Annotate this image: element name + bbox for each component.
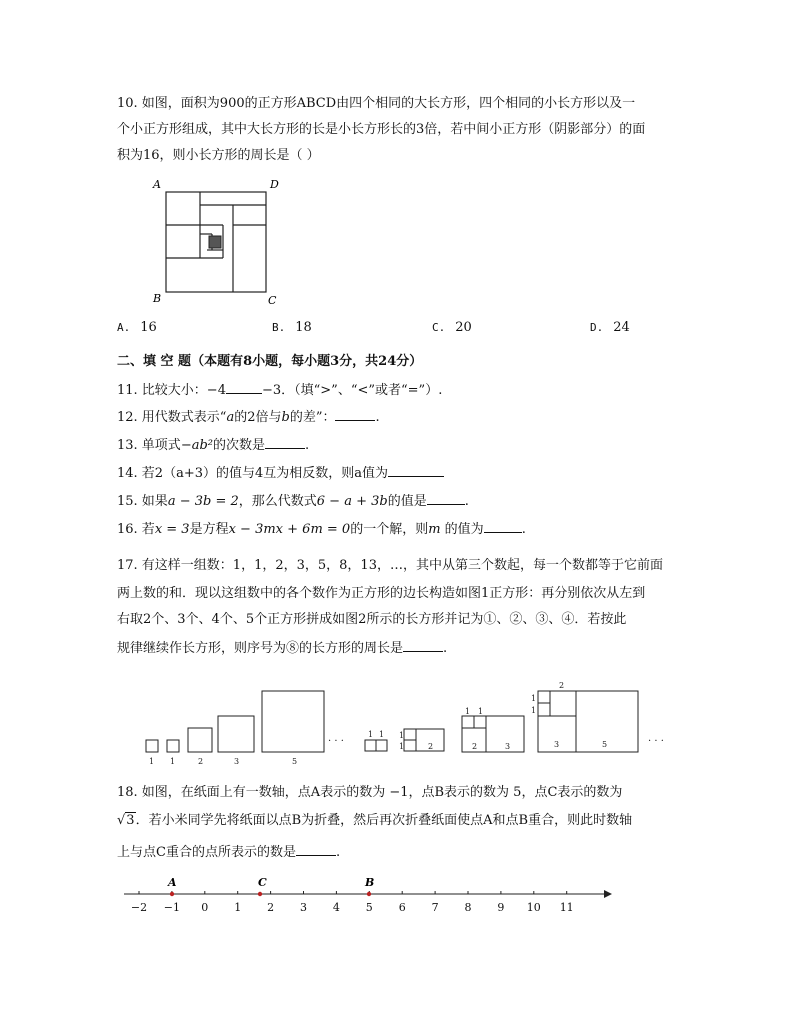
axis-tick-label: −2 bbox=[130, 901, 148, 914]
fig1-label-1b: 1 bbox=[170, 757, 176, 766]
q11-answer-blank[interactable] bbox=[226, 379, 262, 394]
fig1-square-2 bbox=[188, 728, 212, 752]
q15-answer-blank[interactable] bbox=[427, 490, 465, 505]
point-c-label: C bbox=[258, 876, 267, 889]
fig2-r2-label-a: 1 bbox=[399, 731, 405, 740]
fig2-r3-label-b: 1 bbox=[478, 707, 484, 716]
q14: 14. 若2（a+3）的值与4互为相反数，则a值为 bbox=[117, 462, 444, 484]
axis-tick-label: 9 bbox=[497, 901, 505, 914]
fig1-square-5 bbox=[262, 691, 324, 752]
point-a-marker bbox=[170, 892, 174, 896]
fig1-square-1a bbox=[146, 740, 158, 752]
q18-line-3: 上与点C重合的点所表示的数是 . bbox=[117, 841, 340, 863]
q11: 11. 比较大小：−4 −3．（填“>”、“<”或者“=”）. bbox=[117, 379, 442, 401]
q13-answer-blank[interactable] bbox=[265, 434, 305, 449]
q10-line-3: 积为16，则小长方形的周长是（ ） bbox=[117, 148, 320, 163]
q10-label-d: D bbox=[270, 178, 279, 191]
q17-line-4: 规律继续作长方形，则序号为⑧的长方形的周长是 . bbox=[117, 637, 447, 659]
q16-answer-blank[interactable] bbox=[484, 518, 522, 533]
q15: 15. 如果a − 3b = 2，那么代数式6 − a + 3b的值是 . bbox=[117, 490, 469, 512]
fig1-label-1a: 1 bbox=[149, 757, 155, 766]
axis-tick-label: 3 bbox=[300, 901, 307, 914]
q18-number-line bbox=[118, 872, 618, 920]
fig2-r3-label-c: 2 bbox=[472, 742, 478, 751]
q17-answer-blank[interactable] bbox=[403, 637, 443, 652]
q10-option-d: D. 24 bbox=[590, 320, 630, 335]
axis-tick-label: 2 bbox=[267, 901, 275, 914]
q17-line-2: 两上数的和．现以这组数中的各个数作为正方形的边长构造如图1正方形：再分别依次从左到 bbox=[117, 586, 646, 601]
fig1-label-5: 5 bbox=[292, 757, 298, 766]
q17-line-1: 17. 有这样一组数：1，1，2，3，5，8，13，…，其中从第三个数起，每一个数都等于它前面 bbox=[117, 558, 663, 573]
fig1-label-2: 2 bbox=[198, 757, 204, 766]
axis-tick-label: 0 bbox=[201, 901, 209, 914]
q18-line-2: √3．若小米同学先将纸面以点B为折叠，然后再次折叠纸面使点A和点B重合，则此时数轴 bbox=[117, 811, 632, 831]
fig2-r1-label-b: 1 bbox=[379, 730, 385, 739]
section-header bbox=[117, 352, 422, 372]
section-title: 二、填 空 题 bbox=[117, 354, 192, 369]
axis-arrow-icon bbox=[604, 890, 612, 898]
sqrt-expression: √3 bbox=[117, 813, 135, 828]
q13: 13. 单项式−ab²的次数是 . bbox=[117, 434, 309, 456]
fig2-r2-label-b: 1 bbox=[399, 742, 405, 751]
q10-line-1: 10. 如图，面积为900的正方形ABCD由四个相同的大长方形，四个相同的小长方形以及一 bbox=[117, 96, 636, 111]
section-note: （本题有8小题，每小题3分，共24分） bbox=[191, 354, 423, 369]
fig2-r3-label-a: 1 bbox=[465, 707, 471, 716]
q12-answer-blank[interactable] bbox=[335, 406, 375, 421]
axis-tick-label: 6 bbox=[398, 901, 406, 914]
q10-label-a: A bbox=[153, 178, 161, 191]
q10-option-b: B. 18 bbox=[272, 320, 312, 335]
fig2-r2-label-c: 2 bbox=[428, 742, 434, 751]
fig1-square-3 bbox=[218, 716, 254, 752]
fig2-r4-label-d: 3 bbox=[554, 740, 560, 749]
fig2-r4-label-a: 2 bbox=[559, 681, 565, 690]
fig1-dots: · · · bbox=[328, 736, 344, 747]
fig2-r4-label-c: 1 bbox=[531, 706, 537, 715]
axis-tick-label: 10 bbox=[526, 901, 541, 914]
q10-shaded-square bbox=[209, 236, 221, 248]
axis-tick-label: 1 bbox=[234, 901, 242, 914]
q17-figures bbox=[140, 678, 680, 770]
q14-answer-blank[interactable] bbox=[388, 462, 444, 477]
q18-line-1: 18. 如图，在纸面上有一数轴，点A表示的数为 −1，点B表示的数为 5，点C表示的数为 bbox=[117, 785, 623, 800]
axis-tick-label: 11 bbox=[559, 901, 574, 914]
point-c-marker bbox=[258, 892, 262, 896]
axis-tick-label: 5 bbox=[365, 901, 373, 914]
axis-tick-label: 7 bbox=[431, 901, 439, 914]
q17-line-3: 右取2个、3个、4个、5个正方形拼成如图2所示的长方形并记为①、②、③、④．若按此 bbox=[117, 612, 627, 627]
fig1-square-1b bbox=[167, 740, 179, 752]
fig2-r3-label-d: 3 bbox=[505, 742, 511, 751]
axis-tick-label: 4 bbox=[332, 901, 340, 914]
q10-option-c: C. 20 bbox=[432, 320, 472, 335]
q10-label-c: C bbox=[268, 294, 277, 307]
point-b-marker bbox=[367, 892, 371, 896]
axis-tick-label: 8 bbox=[464, 901, 472, 914]
point-a-label: A bbox=[168, 876, 177, 889]
fig2-r1-label-a: 1 bbox=[368, 730, 374, 739]
q10-square-figure bbox=[150, 176, 290, 308]
q18-answer-blank[interactable] bbox=[296, 841, 336, 856]
fig1-label-3: 3 bbox=[234, 757, 240, 766]
fig2-r4-label-e: 5 bbox=[602, 740, 608, 749]
q12: 12. 用代数式表示“a的2倍与b的差”： . bbox=[117, 406, 380, 428]
point-b-label: B bbox=[365, 876, 375, 889]
axis-tick-label: −1 bbox=[163, 901, 181, 914]
q10-line-2: 个小正方形组成，其中大长方形的长是小长方形长的3倍，若中间小正方形（阴影部分）的面 bbox=[117, 122, 646, 137]
fig2-rect-4 bbox=[538, 691, 638, 752]
fig2-dots: · · · bbox=[648, 736, 664, 747]
fig2-r4-label-b: 1 bbox=[531, 694, 537, 703]
q16: 16. 若x = 3是方程x − 3mx + 6m = 0的一个解，则m 的值为 . bbox=[117, 518, 526, 540]
q10-option-a: A. 16 bbox=[117, 320, 157, 335]
q10-label-b: B bbox=[153, 292, 162, 305]
